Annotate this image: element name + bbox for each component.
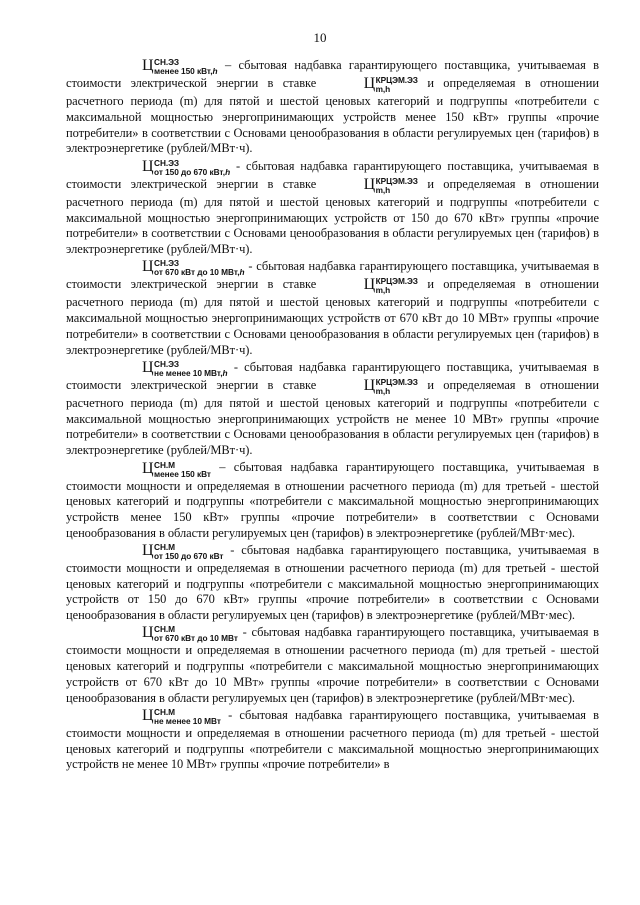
symbol-subscript: менее 150 кВт [154, 468, 211, 479]
symbol-base: Ц [363, 175, 376, 193]
symbol-base: Ц [142, 624, 154, 642]
symbol-superscript: СН.ЭЗ [154, 358, 180, 369]
symbol-base: Ц [142, 459, 154, 477]
definition-paragraph [66, 460, 599, 541]
symbol-base: Ц [363, 276, 376, 294]
definition-text: - сбытовая надбавка гарантирующего поставщика, учитываемая в стоимости электрической энергии в ставке [66, 158, 599, 191]
symbol-subscript: не менее 10 МВт, [154, 367, 223, 378]
symbol-base: Ц [142, 706, 154, 724]
symbol-subscript-italic: h [225, 166, 231, 177]
definition-text: - сбытовая надбавка гарантирующего поставщика, учитываемая в стоимости мощности и определяемая в отношении расчетного периода (m) для третьей - шестой ценовых категорий и подгруппы «потребители с максимальной мощностью энергопринимающих устройств не менее 10 МВт» группы «прочие потребители» в [66, 707, 599, 772]
symbol-superscript: СН.ЭЗ [154, 157, 180, 168]
symbol-base: Ц [363, 376, 376, 394]
definition-text: и определяемая в отношении расчетного периода (m) для пятой и шестой ценовых категорий и подгруппы «потребители с максимальной мощностью энергопринимающих устройств от 670 кВт до 10 МВт» группы «прочие потребители» в соответствии с Основами ценообразования в области регулируемых цен (тарифов) в электроэнергетике (рублей/МВт·ч). [66, 277, 600, 357]
formula-symbol [326, 76, 418, 94]
symbol-subscript-italic: m,h [375, 285, 391, 296]
symbol-subscript-italic: h [239, 267, 245, 278]
symbol-subscript-italic: h [222, 367, 228, 378]
definition-text: - сбытовая надбавка гарантирующего поставщика, учитываемая в стоимости электрической энергии в ставке [66, 359, 599, 392]
symbol-superscript: КРЦЭМ.ЭЗ [375, 75, 418, 86]
symbol-subscript: менее 150 кВт, [154, 66, 213, 77]
symbol-subscript-italic: m,h [375, 184, 391, 195]
definition-paragraph [66, 625, 599, 706]
symbol-base: Ц [142, 358, 154, 376]
formula-symbol [104, 360, 228, 378]
definition-text: и определяемая в отношении расчетного периода (m) для пятой и шестой ценовых категорий и подгруппы «потребители с максимальной мощностью энергопринимающих устройств менее 150 кВт» группы «прочие потребители» в соответствии с Основами ценообразования в области регулируемых цен (тарифов) в электроэнергетике (рублей/МВт·ч). [66, 76, 600, 156]
formula-symbol [104, 625, 238, 643]
symbol-superscript: СН.ЭЗ [154, 258, 180, 269]
symbol-subscript-italic: m,h [375, 84, 391, 95]
definition-text: и определяемая в отношении расчетного периода (m) для пятой и шестой ценовых категорий и подгруппы «потребители с максимальной мощностью энергопринимающих устройств не менее 10 МВт» группы «прочие потребители» в соответствии с Основами ценообразования в области регулируемых цен (тарифов) в электроэнергетике (рублей/МВт·ч). [66, 377, 600, 458]
symbol-superscript: СН.М [154, 624, 176, 635]
formula-symbol [326, 177, 418, 195]
symbol-superscript: СН.М [154, 541, 176, 552]
formula-symbol [104, 543, 223, 561]
definition-paragraph [66, 708, 599, 773]
symbol-superscript: СН.М [154, 459, 176, 470]
definition-paragraph [66, 259, 599, 358]
formula-symbol [326, 378, 418, 396]
symbol-subscript: не менее 10 МВт [154, 715, 221, 726]
symbol-subscript: от 670 кВт до 10 МВт, [154, 267, 240, 278]
symbol-superscript: КРЦЭМ.ЭЗ [375, 377, 418, 388]
page-number: 10 [313, 30, 327, 45]
symbol-subscript: от 150 до 670 кВт, [154, 166, 226, 177]
symbol-superscript: КРЦЭМ.ЭЗ [375, 175, 418, 186]
definition-text: и определяемая в отношении расчетного периода (m) для пятой и шестой ценовых категорий и подгруппы «потребители с максимальной мощностью энергопринимающих устройств от 150 до 670 кВт» группы «прочие потребители» в соответствии с Основами ценообразования в области регулируемых цен (тарифов) в электроэнергетике (рублей/МВт·ч). [66, 176, 600, 256]
formula-symbol [104, 461, 211, 479]
definition-text: - сбытовая надбавка гарантирующего поставщика, учитываемая в стоимости мощности и определяемая в отношении расчетного периода (m) для третьей - шестой ценовых категорий и подгруппы «потребители с максимальной мощностью энергопринимающих устройств от 670 кВт до 10 МВт» группы «прочие потребители» в соответствии с Основами ценообразования в области регулируемых цен (тарифов) в электроэнергетике (рублей/МВт·мес). [66, 625, 599, 705]
definition-paragraph [66, 159, 599, 258]
formula-symbol [326, 277, 418, 295]
symbol-base: Ц [363, 75, 376, 93]
definition-text: - сбытовая надбавка гарантирующего поставщика, учитываемая в стоимости мощности и определяемая в отношении расчетного периода (m) для третьей - шестой ценовых категорий и подгруппы «потребители с максимальной мощностью энергопринимающих устройств от 150 до 670 кВт» группы «прочие потребители» в соответствии с Основами ценообразования в области регулируемых цен (тарифов) в электроэнергетике (рублей/МВт·мес). [66, 542, 599, 623]
formula-symbol [104, 58, 218, 76]
definition-paragraph [66, 543, 599, 624]
formula-symbol [104, 159, 230, 177]
symbol-base: Ц [142, 157, 154, 175]
symbol-superscript: СН.ЭЗ [154, 57, 180, 68]
symbol-superscript: КРЦЭМ.ЭЗ [375, 276, 418, 287]
symbol-subscript-italic: m,h [375, 386, 391, 397]
symbol-superscript: СН.М [154, 706, 176, 717]
symbol-base: Ц [142, 258, 154, 276]
formula-symbol [104, 259, 245, 277]
symbol-subscript-italic: h [212, 66, 218, 77]
symbol-subscript: от 150 до 670 кВт [154, 550, 224, 561]
document-body [66, 58, 599, 774]
definition-text: - сбытовая надбавка гарантирующего поставщика, учитываемая в стоимости электрической энергии в ставке [66, 259, 599, 292]
formula-symbol [104, 708, 221, 726]
definition-paragraph [66, 58, 599, 157]
symbol-subscript: от 670 кВт до 10 МВт [154, 633, 238, 644]
definition-text: – сбытовая надбавка гарантирующего поставщика, учитываемая в стоимости мощности и определяемая в отношении расчетного периода (m) для третьей - шестой ценовых категорий и подгруппы «потребители с максимальной мощностью энергопринимающих устройств менее 150 кВт» группы «прочие потребители» в соответствии с Основами ценообразования в области регулируемых цен (тарифов) в электроэнергетике (рублей/МВт·мес). [66, 460, 599, 540]
symbol-base: Ц [142, 541, 154, 559]
symbol-base: Ц [142, 57, 154, 74]
definition-paragraph [66, 360, 599, 459]
definition-text: – сбытовая надбавка гарантирующего поставщика, учитываемая в стоимости электрической энергии в ставке [66, 58, 600, 91]
